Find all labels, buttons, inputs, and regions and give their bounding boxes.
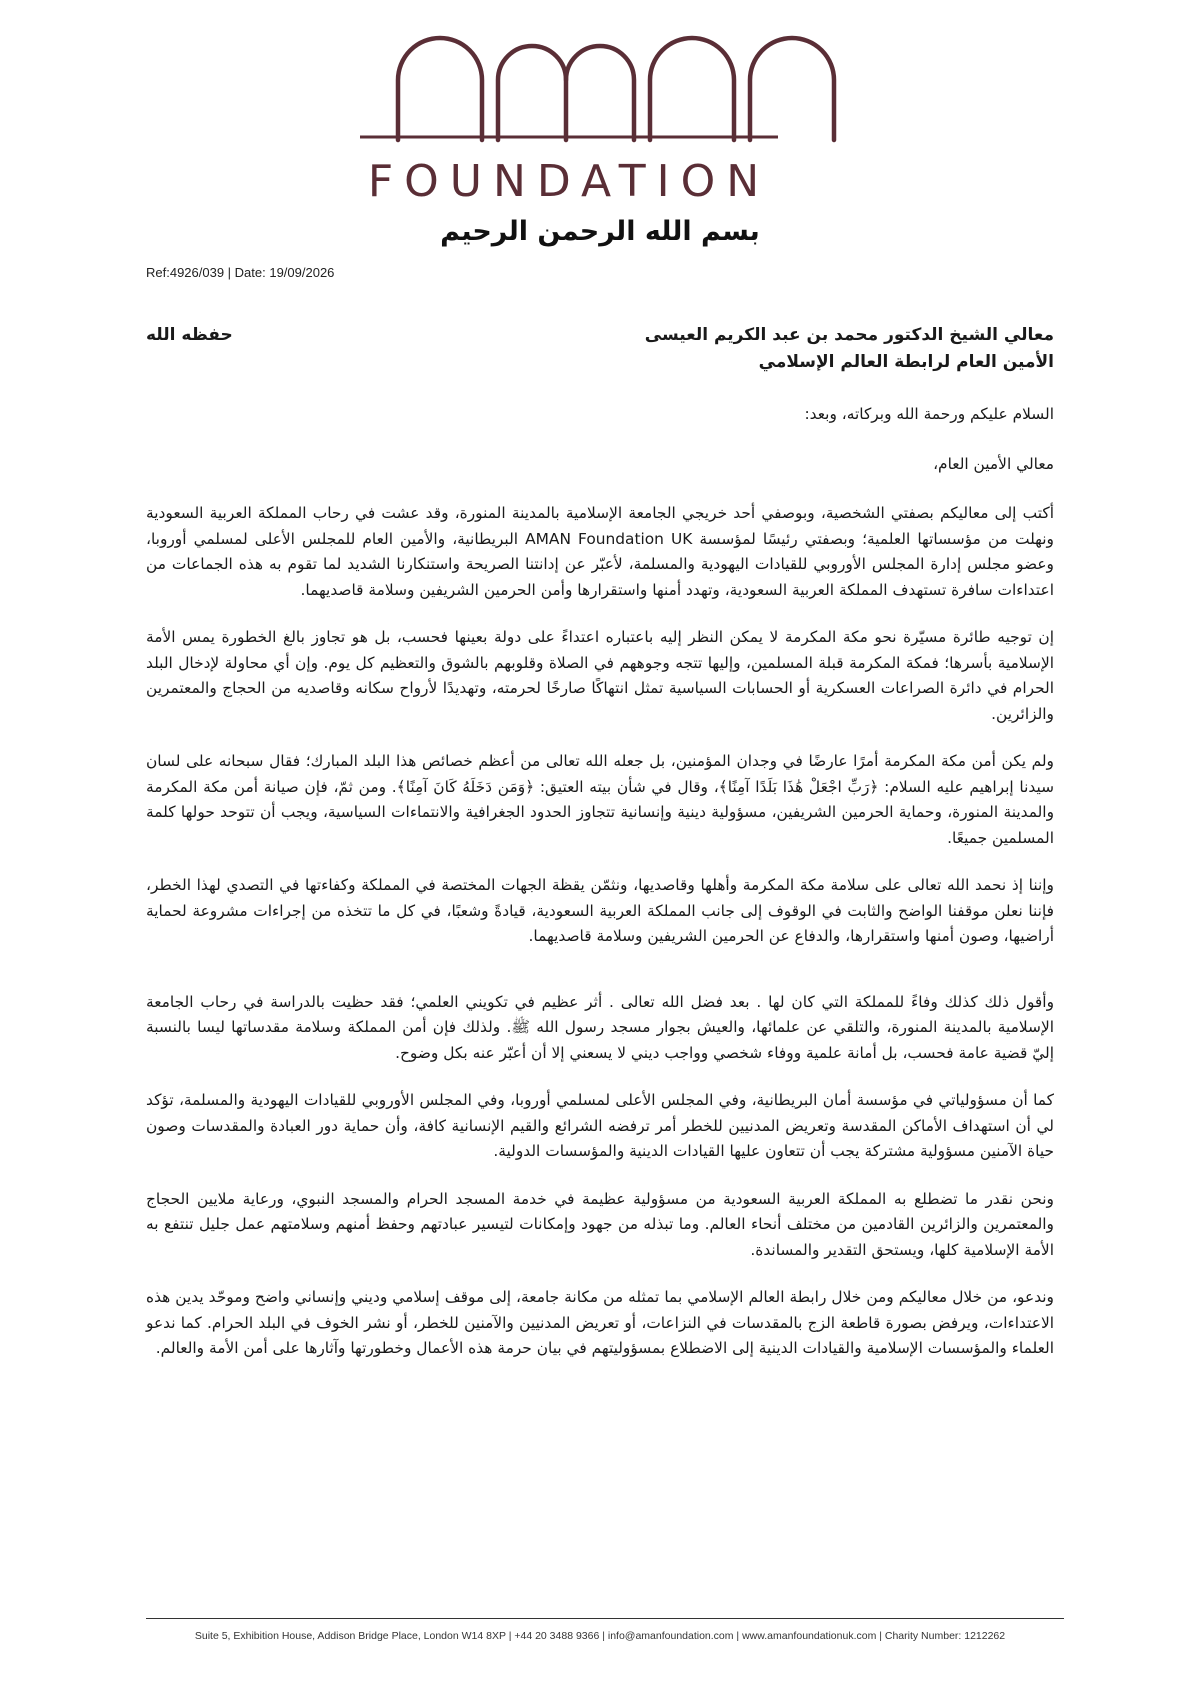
addressee-block [146, 322, 1054, 376]
logo-wordmark: FOUNDATION [367, 156, 771, 207]
letter-body [146, 402, 1054, 1384]
greeting: السلام عليكم ورحمة الله وبركاته، وبعد: [804, 405, 1054, 423]
honorific: حفظه الله [146, 325, 233, 345]
body-paragraph: كما أن مسؤولياتي في مؤسسة أمان البريطانية، وفي المجلس الأعلى لمسلمي أوروبا، وفي المجلس الأوروبي للقيادات اليهودية والمسلمة، تؤكد لي أن استهداف الأماكن المقدسة وتعريض المدنيين للخطر أمر ترفضه الشرائع والقيم الإنسانية كافة، وأن حماية دور العبادة والمقدسات وصون حياة الآمنين مسؤولية مشتركة يجب أن تتعاون عليها القيادات الدينية والمؤسسات الدولية. [146, 1091, 1054, 1160]
addressee-title: الأمين العام لرابطة العالم الإسلامي [758, 352, 1054, 372]
body-paragraph: وندعو، من خلال معاليكم ومن خلال رابطة العالم الإسلامي بما تمثله من مكانة جامعة، إلى موقف إسلامي وديني وإنساني واضح وموحّد يدين هذه الاعتداءات، ويرفض بصورة قاطعة الزج بالمقدسات في النزاعات، أو تعريض المدنيين والآمنين للخطر، أو نشر الخوف في البلد الحرام. كما ندعو العلماء والمؤسسات الإسلامية والقيادات الدينية إلى الاضطلاع بمسؤوليتهم في بيان حرمة هذه الأعمال وخطورتها وآثارها على أمن الأمة والعالم. [146, 1288, 1054, 1357]
footer-divider [146, 1618, 1064, 1619]
body-paragraph: إن توجيه طائرة مسيّرة نحو مكة المكرمة لا يمكن النظر إليه باعتباره اعتداءً على دولة بعينها فحسب، بل هو تجاوز بالغ الخطورة يمس الأمة الإسلامية بأسرها؛ فمكة المكرمة قبلة المسلمين، وإليها تتجه وجوههم في الصلاة وقلوبهم بالشوق والتعظيم كل يوم. وإن أي محاولة لإدخال البلد الحرام في دائرة الصراعات العسكرية أو الحسابات السياسية تمثل انتهاكًا صارخًا لحرمته، وتهديدًا لأرواح سكانه وقاصديه من الحجاج والمعتمرين والزائرين. [146, 628, 1054, 723]
body-paragraph: ولم يكن أمن مكة المكرمة أمرًا عارضًا في وجدان المؤمنين، بل جعله الله تعالى من أعظم خصائص هذا البلد المبارك؛ فقال سبحانه على لسان سيدنا إبراهيم عليه السلام: ﴿رَبِّ اجْعَلْ هَٰذَا بَلَدًا آمِنًا﴾، وقال في شأن بيته العتيق: ﴿وَمَن دَخَلَهُ كَانَ آمِنًا﴾. ومن ثمّ، فإن صيانة أمن مكة المكرمة والمدينة المنورة، وحماية الحرمين الشريفين، مسؤولية دينية وإنسانية تتجاوز الحدود الجغرافية والانتماءات السياسية، ويجب أن تتوحد حولها كلمة المسلمين جميعًا. [146, 752, 1054, 847]
salutation: معالي الأمين العام، [933, 454, 1054, 473]
addressee-name: معالي الشيخ الدكتور محمد بن عبد الكريم العيسى [644, 325, 1054, 345]
body-paragraph: ونحن نقدر ما تضطلع به المملكة العربية السعودية من مسؤولية عظيمة في خدمة المسجد الحرام والمسجد النبوي، ورعاية ملايين الحجاج والمعتمرين والزائرين القادمين من مختلف أنحاء العالم. وما تبذله من جهود وإمكانات لتيسير عبادتهم وحفظ أمنهم وسلامتهم عمل جليل تنتفع به الأمة الإسلامية كلها، ويستحق التقدير والمساندة. [146, 1189, 1054, 1259]
body-paragraph: أكتب إلى معاليكم بصفتي الشخصية، وبوصفي أحد خريجي الجامعة الإسلامية بالمدينة المنورة، وقد عشت في رحاب المملكة العربية السعودية ونهلت من مؤسساتها العلمية؛ وبصفتي رئيسًا لمؤسسة AMAN Foundation UK البريطانية، والأمين العام للمجلس الأعلى لمسلمي أوروبا، وعضو مجلس إدارة المجلس الأوروبي للقيادات اليهودية والمسلمة، لأعبّر عن إدانتنا الصريحة واستنكارنا الشديد لما تقوم به هذه الجماعات من اعتداءات سافرة تستهدف المملكة العربية السعودية، وتهدد أمنها واستقرارها وأمن الحرمين الشريفين وسلامة قاصديهما. [146, 504, 1054, 599]
basmala: بسم الله الرحمن الرحيم [440, 216, 760, 247]
footer-contact: Suite 5, Exhibition House, Addison Bridge Place, London W14 8XP | +44 20 3488 9366 | info@amanfoundation.com | www.amanfoundationuk.com | Charity Number: 1212262 [194, 1630, 1006, 1642]
aman-foundation-logo [360, 28, 850, 208]
reference-date-line: Ref:4926/039 | Date: 19/09/2026 [146, 265, 335, 280]
body-paragraph: وإننا إذ نحمد الله تعالى على سلامة مكة المكرمة وأهلها وقاصديها، ونثمّن يقظة الجهات المختصة في المملكة وكفاءتها في التصدي لهذا الخطر، فإننا نعلن موقفنا الواضح والثابت في الوقوف إلى جانب المملكة العربية السعودية، قيادةً وشعبًا، في كل ما تتخذه من إجراءات مشروعة لحماية أراضيها، وصون أمنها واستقرارها، والدفاع عن الحرمين الشريفين وسلامة قاصديهما. [146, 876, 1054, 945]
body-paragraph: وأقول ذلك كذلك وفاءً للمملكة التي كان لها . بعد فضل الله تعالى . أثر عظيم في تكويني العلمي؛ فقد حظيت بالدراسة في رحاب الجامعة الإسلامية بالمدينة المنورة، والتلقي عن علمائها، والعيش بجوار مسجد رسول الله ﷺ. ولذلك فإن أمن المملكة وسلامة مقدساتها ليسا بالنسبة إليّ قضية عامة فحسب، بل أمانة علمية ووفاء شخصي وواجب ديني لا يسعني إلا أن أعبّر عنه بكل وضوح. [146, 992, 1054, 1062]
logo-graphic [360, 28, 850, 208]
